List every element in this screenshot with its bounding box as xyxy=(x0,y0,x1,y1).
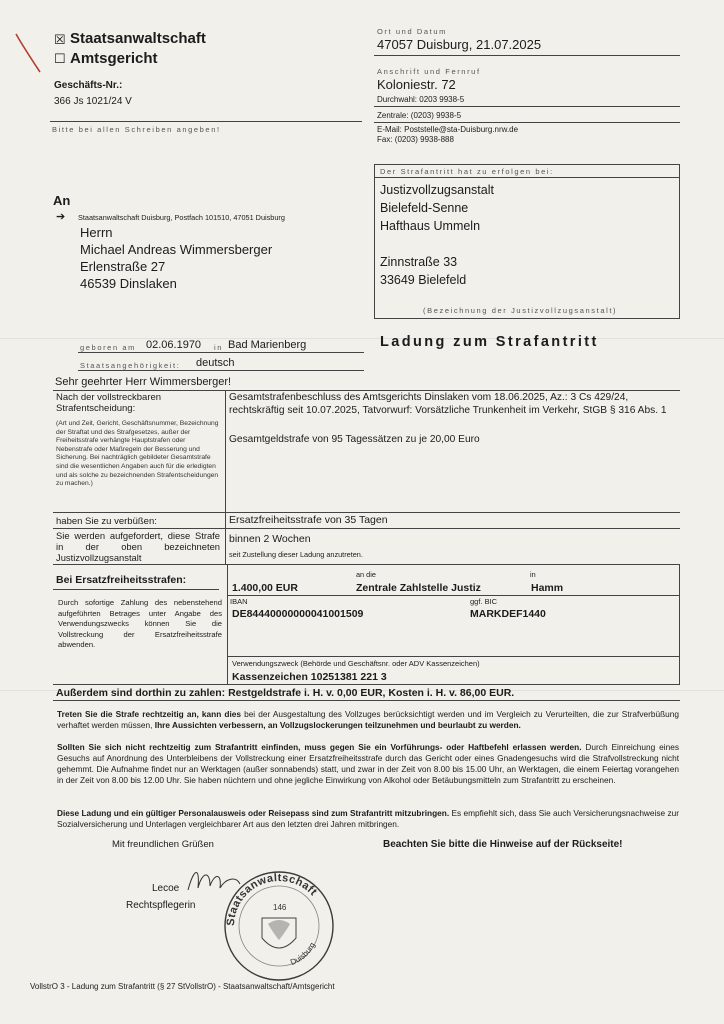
row1-text: Gesamtstrafenbeschluss des Amtsgerichts Dinslaken vom 18.06.2025, Az.: 3 Cs 429/24, rechtskräftig seit 10.07.2025, Tatvorwurf: Vorsätzliche Trunkenheit im Verkehr, StGB § 316 Abs. 1 xyxy=(229,392,667,416)
email: E-Mail: Poststelle@sta-Duisburg.nrw.de xyxy=(377,125,519,134)
fold-line-top xyxy=(0,338,724,339)
row1-label: Nach der vollstreckbaren Strafentscheidung: xyxy=(56,392,162,414)
payment-box-right xyxy=(679,564,680,684)
born-in-label: in xyxy=(214,343,224,352)
row3-text: binnen 2 Wochen xyxy=(229,533,311,545)
prison-line-1: Justizvollzugsanstalt xyxy=(380,183,494,197)
row1-text-2: Gesamtgeldstrafe von 95 Tagessätzen zu je 20,00 Euro xyxy=(229,434,480,445)
row3-small: seit Zustellung dieser Ladung anzutreten. xyxy=(229,550,363,559)
prison-line-2: Bielefeld-Senne xyxy=(380,201,469,215)
file-number: 366 Js 1021/24 V xyxy=(54,96,132,107)
prison-line-3: Hafthaus Ummeln xyxy=(380,219,481,233)
paragraph-2 xyxy=(57,742,679,786)
cite-note: Bitte bei allen Schreiben angeben! xyxy=(52,125,221,134)
nationality-rule xyxy=(78,370,364,371)
amount: 1.400,00 EUR xyxy=(232,582,298,594)
seal-number: 146 xyxy=(273,903,287,912)
arrow-right-icon: ➔ xyxy=(56,211,66,223)
table-divider-upper xyxy=(225,390,226,564)
paragraph-1 xyxy=(57,709,679,731)
seal-top-text: Staatsanwaltschaft xyxy=(224,871,320,927)
paragraph-1-bold: Treten Sie die Strafe rechtzeitig an, kann dies xyxy=(57,709,241,719)
greeting: Mit freundlichen Grüßen xyxy=(112,839,214,850)
paragraph-3-bold: Diese Ladung und ein gültiger Personalausweis oder Reisepass sind zum Strafantritt mitzubringen. xyxy=(57,808,450,818)
sender-line: Staatsanwaltschaft Duisburg, Postfach 101510, 47051 Duisburg xyxy=(78,213,285,222)
purpose-label: Verwendungszweck (Behörde und Geschäftsnr. oder ADV Kassenzeichen) xyxy=(232,659,480,668)
paragraph-2-text: Durch Einreichung eines Gesuchs auf Anordnung des Unterbleibens der Vollstreckung einer Ersatzfreiheitsstrafe durch das Gericht oder eines Gnadengesuchs wird die Strafvollstreckung nicht gehemmt. Die Aufnahme findet nur an Werktagen (außer sonnabends) statt, und zwar in der Zeit von 8.00 bis 15.00 Uhr, an Werktagen, die einem Feiertag vorangehen in der Zeit von 8.00 bis 12.00 Uhr. Sie haben nüchtern und ohne jegliche Einwirkung von Alkohol oder Betäubungsmitteln zum Strafantritt zu erscheinen. xyxy=(57,742,679,785)
recipient-line-2: Michael Andreas Wimmersberger xyxy=(80,242,273,257)
salutation-rule xyxy=(53,390,680,391)
seal-bottom-text: Duisburg xyxy=(289,940,317,967)
place-date-label: Ort und Datum xyxy=(377,27,447,36)
place-date: 47057 Duisburg, 21.07.2025 xyxy=(377,37,542,52)
recipient-line-4: 46539 Dinslaken xyxy=(80,276,177,291)
extra-rule xyxy=(53,700,680,701)
iban: DE84440000000041001509 xyxy=(232,608,364,620)
seal-icon xyxy=(218,860,340,988)
prison-box xyxy=(374,164,680,319)
row2-bottom xyxy=(53,528,680,529)
recipient-an: An xyxy=(53,193,71,208)
central-rule xyxy=(374,122,680,123)
file-number-label: Geschäfts-Nr.: xyxy=(54,80,123,91)
prison-box-footer: (Bezeichnung der Justizvollzugsanstalt) xyxy=(423,306,618,315)
nationality-label: Staatsangehörigkeit: xyxy=(80,361,181,370)
row3-bottom xyxy=(53,564,680,565)
bic-label: ggf. BIC xyxy=(470,597,498,606)
salutation: Sehr geehrter Herr Wimmersberger! xyxy=(55,376,232,388)
row4-note: Durch sofortige Zahlung des nebenstehend aufgeführten Betrages unter Angabe des Verwendungszwecks können Sie die Vollstreckung der Ersatzfreiheitsstrafe abwenden. xyxy=(58,598,222,649)
office-amtsgericht: Amtsgericht xyxy=(70,50,158,67)
paragraph-1-bold-2: Ihre Aussichten verbessern, an Vollzugslockerungen teilzunehmen und beurlaubt zu werden. xyxy=(154,719,521,730)
row4-label-rule xyxy=(53,589,219,590)
phone-central: Zentrale: (0203) 9938-5 xyxy=(377,111,462,120)
payee-city: Hamm xyxy=(531,582,564,594)
row1-bottom xyxy=(53,512,680,513)
fax: Fax: (0203) 9938-888 xyxy=(377,135,454,144)
paragraph-3-text: Es empfiehlt sich, dass Sie auch Versicherungsnachweise zur Sozialversicherung und Unterlagen vergleichbarer Art aus den letzten drei Jahren mitbringen. xyxy=(57,808,679,829)
checkbox-checked-icon: ☒ xyxy=(54,32,66,47)
extra-payment: Außerdem sind dorthin zu zahlen: Restgeldstrafe i. H. v. 0,00 EUR, Kosten i. H. v. 86,00 EUR. xyxy=(56,687,515,699)
payee: Zentrale Zahlstelle Justiz xyxy=(356,582,481,594)
payee-in-label: in xyxy=(530,570,536,579)
row3-label: Sie werden aufgefordert, diese Strafe in der oben bezeichneten Justizvollzugsanstalt xyxy=(56,530,220,563)
birth-rule xyxy=(78,352,364,353)
address-label: Anschrift und Fernruf xyxy=(377,67,481,76)
svg-text:Duisburg xyxy=(289,941,317,967)
paragraph-1-text: bei der Ausgestaltung des Vollzuges berücksichtigt werden und im Vergleich zu Verurteilten, die zur Strafverbüßung verhaftet werden müssen, xyxy=(57,709,679,730)
row4-label: Bei Ersatzfreiheitsstrafen: xyxy=(56,574,187,586)
office-staatsanwaltschaft: Staatsanwaltschaft xyxy=(70,30,206,47)
office-street: Koloniestr. 72 xyxy=(377,77,456,92)
signer-name: Lecoe xyxy=(152,883,180,894)
to-label: an die xyxy=(356,570,376,579)
row2-label: haben Sie zu verbüßen: xyxy=(56,516,157,527)
amount-rule xyxy=(227,595,679,596)
recipient-line-3: Erlenstraße 27 xyxy=(80,259,166,274)
paragraph-3 xyxy=(57,808,679,830)
payment-box-bottom xyxy=(53,684,680,685)
purpose-rule-top xyxy=(227,656,679,657)
purpose: Kassenzeichen 10251381 221 3 xyxy=(232,671,387,683)
reverse-note: Beachten Sie bitte die Hinweise auf der Rückseite! xyxy=(383,839,623,850)
prison-box-rule xyxy=(375,177,679,178)
document-title: Ladung zum Strafantritt xyxy=(380,334,599,350)
prison-line-5: Zinnstraße 33 xyxy=(380,255,458,269)
bic: MARKDEF1440 xyxy=(470,608,546,620)
birth-place: Bad Marienberg xyxy=(228,339,307,351)
phone-direct: Durchwahl: 0203 9938-5 xyxy=(377,95,465,104)
nationality: deutsch xyxy=(196,357,235,369)
pen-mark xyxy=(10,30,50,80)
born-label: geboren am xyxy=(80,343,137,352)
recipient-line-1: Herrn xyxy=(80,225,113,240)
signer-title: Rechtspflegerin xyxy=(126,900,196,911)
born-date: 02.06.1970 xyxy=(146,339,202,351)
paragraph-2-bold: Sollten Sie sich nicht rechtzeitig zum Strafantritt einfinden, muss gegen Sie ein Vorführungs- oder Haftbefehl erlassen werden. xyxy=(57,742,582,752)
checkbox-unchecked-icon: ☐ xyxy=(54,51,66,66)
phone-rule xyxy=(374,106,680,107)
prison-box-label: Der Strafantritt hat zu erfolgen bei: xyxy=(380,167,554,176)
payment-box-left xyxy=(227,564,228,684)
header-rule-left xyxy=(50,121,362,122)
iban-label: IBAN xyxy=(230,597,248,606)
row1-note: (Art und Zeit, Gericht, Geschäftsnummer, Bezeichnung der Straftat und des Strafgesetzes, außer der Freiheitsstrafe verhängte Hauptstrafen oder Nebenstrafe oder Maßregeln der Besserung und Sicherung. Bei nachträglich gebildeter Gesamtstrafe sind die wesentlichen Angaben auch für die erledigten und als solche zu bezeichnenden Strafentscheidungen zu machen.) xyxy=(56,420,219,488)
form-footer: VollstrO 3 - Ladung zum Strafantritt (§ 27 StVollstrO) - Staatsanwaltschaft/Amtsgericht xyxy=(30,982,335,991)
prison-line-6: 33649 Bielefeld xyxy=(380,273,467,287)
row2-text: Ersatzfreiheitsstrafe von 35 Tagen xyxy=(229,514,388,526)
date-rule xyxy=(374,55,680,56)
